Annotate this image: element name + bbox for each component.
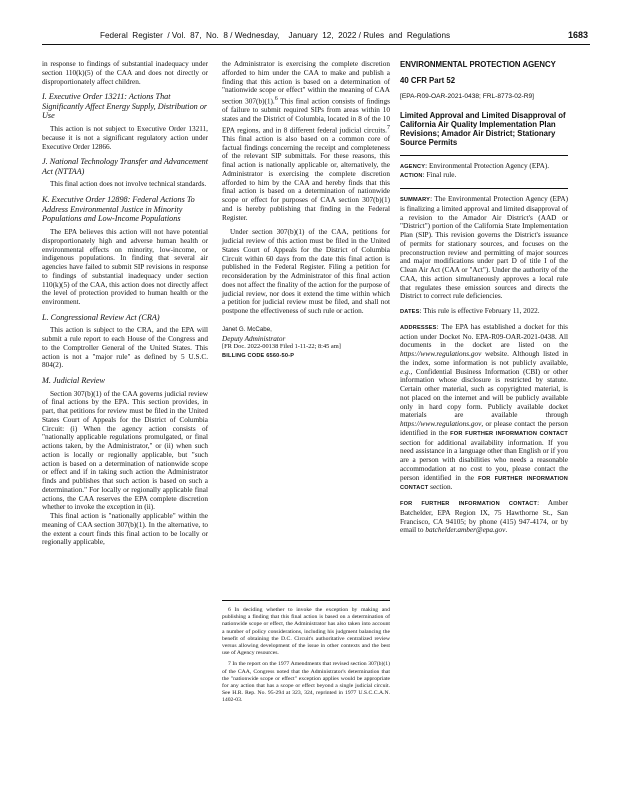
dates-label: DATES (400, 309, 420, 316)
section-text-i: This action is not subject to Executive Order 13211, because it is not a significant regulatory action under Executive Order 12866. (42, 125, 208, 151)
column-middle (222, 60, 390, 361)
divider (400, 155, 568, 156)
fr-doc-line: [FR Doc. 2022-00138 Filed 1-11-22; 8:45 am] (222, 343, 341, 351)
signer-name: Janet G. McCabe, (222, 325, 272, 333)
text-segment: : Amber Batchelder, EPA Region IX, 75 Hawthorne St., San Francisco, CA 94105; by phone (415) 947-4174, or by email to (400, 499, 568, 535)
regulations-link[interactable]: https://www.regulations.gov (400, 350, 482, 359)
action-text: : Final rule. (422, 171, 457, 180)
section-text-m1: Section 307(b)(1) of the CAA governs judicial review of final actions by the EPA. This section provides, in part, that petitions for review must be filed in the United States Court of Appeals for the District of Columbia Circuit: (i) When the agency action consists of "nationally applicable regulations promulgated, or final actions taken, by the Administrator," or (ii) when such action is locally or regionally applicable, but "such action is based on a determination of nationwide scope or effect and if in taking such action the Administrator finds and publishes that such action is based on such a determination." For locally or regionally applicable final actions, the CAA reserves the EPA complete discretion whether to invoke the exception in (ii). (42, 389, 208, 512)
summary-text: : The Environmental Protection Agency (EPA) is finalizing a limited approval and limited disapproval of a revision to the Amador Air District's (AAD or "District") portion of the California State Implementation Plan (SIP). This revision governs the District's issuance of permits for stationary sources, and focuses on the preconstruction review and permitting of major sources and major modifications under part D of title I of the Clean Air Act (CAA or "Act"). Under the authority of the CAA, this action simultaneously approves a local rule that regulates these emission sources and directs the District to correct rule deficiencies. (400, 195, 568, 301)
judicial-review-continued (222, 60, 390, 222)
footnote-7: 7 In the report on the 1977 Amendments that revised section 307(b)(1) of the CAA, Congress noted that the Administrator's determination that the "nationwide scope or effect" exception applies would be appropriate for any action that has a scope or effect beyond a single judicial circuit. See H.R. Rep. No. 95-294 at 323, 324, reprinted in 1977 U.S.C.C.A.N. 1402-03. (222, 661, 390, 704)
text-segment: the Administrator is exercising the complete discretion afforded to him under the CAA to make and publish a finding that this action is based on a determination of "nationwide scope or effect" within the meaning of CAA section 307(b)(1). (222, 60, 390, 106)
text-segment: e.g., (400, 367, 413, 376)
text-segment: : The EPA has established a docket for this action under Docket No. EPA-R09-OAR-2021-0438. All documents in the docket are listed on the (400, 322, 568, 350)
addresses-label: ADDRESSES (400, 324, 437, 331)
section-heading-l: L. Congressional Review Act (CRA) (42, 312, 160, 322)
page-header (42, 30, 590, 45)
section-text-m2: This final action is "nationally applicable" within the meaning of CAA section 307(b)(1). In the alternative, to the extent a court finds this final action to be locally or regionally applicable, (42, 512, 208, 547)
footnote-ref-7[interactable]: 7 (386, 124, 390, 131)
column-right (400, 60, 568, 535)
action-line (400, 171, 568, 181)
section-heading-i: I. Executive Order 13211: Actions That Significantly Affect Energy Supply, Distribution or Use (42, 92, 208, 121)
intro-paragraph: in response to findings of substantial inadequacy under section 110(k)(5) of the CAA and does not directly or disproportionately affect children. (42, 60, 208, 86)
action-label: ACTION (400, 173, 423, 180)
footnotes (222, 600, 390, 709)
column-left (42, 60, 208, 547)
billing-code: BILLING CODE 6560-50-P (222, 353, 295, 360)
petition-paragraph: Under section 307(b)(1) of the CAA, petitions for judicial review of this action must be filed in the United States Court of Appeals for the District of Columbia Circuit within 60 days from the date this final action is published in the Federal Register. Filing a petition for reconsideration by the Administrator of this final action does not affect the finality of the action for the purpose of judicial review, nor does it extend the time within which a petition for judicial review must be filed, and shall not postpone the effectiveness of such rule or action. (222, 228, 390, 316)
section-heading-m: M. Judicial Review (42, 376, 105, 386)
agency-text: : Environmental Protection Agency (EPA). (425, 161, 550, 170)
text-segment: Confidential Business Information (CBI) or other information whose disclosure is restricted by statute. Certain other material, such as copyrighted material, is not placed on the internet and will be publicly available only in hard copy form. Publicly available docket materials are available through (400, 367, 568, 420)
text-segment: section. (428, 483, 453, 492)
email-link[interactable]: batchelder.amber@epa.gov (425, 526, 506, 535)
section-heading-j: J. National Technology Transfer and Advancement Act (NTTAA) (42, 157, 209, 176)
text-segment: section for additional availability information. If you need assistance in a language other than English or if you are a person with disabilities who needs a reasonable accommodation at no cost to you, please contact the person identified in the (400, 438, 568, 482)
cfr-part: 40 CFR Part 52 (400, 76, 456, 86)
text-segment: website. Although listed in the index, some information is not publicly available, (400, 350, 568, 367)
agency-line (400, 162, 568, 172)
text-segment: This final action is also based on a common core of factual findings concerning the receipt and completeness of the relevant SIP submittals. For these reasons, this final action is nationally applicable or, alternatively, the Administrator is exercising the complete discretion afforded to him by the CAA and hereby finds that this final action is based on a determination of nationwide scope or effect for purposes of CAA section 307(b)(1) and is hereby publishing that finding in the Federal Register. (222, 134, 390, 222)
section-text-j: This final action does not involve technical standards. (50, 180, 207, 189)
summary-label: SUMMARY (400, 197, 431, 204)
agency-label: AGENCY (400, 163, 426, 170)
text-segment: . (505, 526, 508, 535)
contact-paragraph (400, 499, 568, 535)
signer-title: Deputy Administrator (222, 334, 286, 343)
addresses-paragraph (400, 323, 568, 493)
fic-reference: FOR FURTHER INFORMATION CONTACT (450, 430, 568, 437)
text-segment: , or please contact the person identified in the (400, 420, 568, 437)
divider (400, 188, 568, 189)
section-heading-k: K. Executive Order 12898: Federal Actions To Address Environmental Justice in Minority Populations and Low-Income Populations (42, 195, 195, 224)
footnote-6: 6 In deciding whether to invoke the exception by making and publishing a finding that this final action is based on a determination of nationwide scope or effect, the Administrator has also taken into account a number of policy considerations, including his judgment balancing the benefit of obtaining the D.C. Circuit's authoritative centralized review versus allowing development of the issue in other contexts and the best use of Agency resources. (222, 607, 390, 657)
section-text-k: The EPA believes this action will not have potential disproportionately high and adverse human health or environmental effects on minority, low-income, or indigenous populations. In finding that several air agencies have failed to submit SIP revisions in response to findings of substantial inadequacy under section 110(k)(5) of the CAA, this action does not directly affect the level of protection provided to human health or the environment. (42, 228, 208, 306)
footnote-ref-6[interactable]: 6 (274, 96, 278, 102)
page-number: 1683 (567, 30, 588, 40)
fic-label: FOR FURTHER INFORMATION CONTACT (400, 501, 538, 508)
text-segment: This final action consists of findings of failure to submit required SIPs from areas within 10 states and the District of Columbia, located in 8 of the 10 EPA regions, and in 8 different federal judicial circuits. (222, 97, 390, 135)
running-head: Federal Register / Vol. 87, No. 8 / Wednesday, January 12, 2022 / Rules and Regulations (100, 31, 451, 40)
section-text-l: This action is subject to the CRA, and the EPA will submit a rule report to each House of the Congress and to the Comptroller General of the United States. This action is not a "major rule" as defined by 5 U.S.C. 804(2). (42, 326, 208, 370)
agency-heading: ENVIRONMENTAL PROTECTION AGENCY (400, 60, 556, 69)
summary-paragraph (400, 195, 568, 301)
docket-number: [EPA-R09-OAR-2021-0438; FRL-8773-02-R9] (400, 93, 535, 101)
regulations-link[interactable]: https://www.regulations.gov (400, 420, 482, 429)
fic-reference: FOR FURTHER INFORMATION CONTACT (400, 475, 568, 492)
signature-block (222, 326, 390, 361)
rule-title: Limited Approval and Limited Disapproval of California Air Quality Implementation Plan Revisions; Amador Air District; Stationary Source Permits (400, 110, 566, 148)
dates-text: : This rule is effective February 11, 2022. (419, 307, 540, 316)
dates-paragraph (400, 307, 568, 317)
